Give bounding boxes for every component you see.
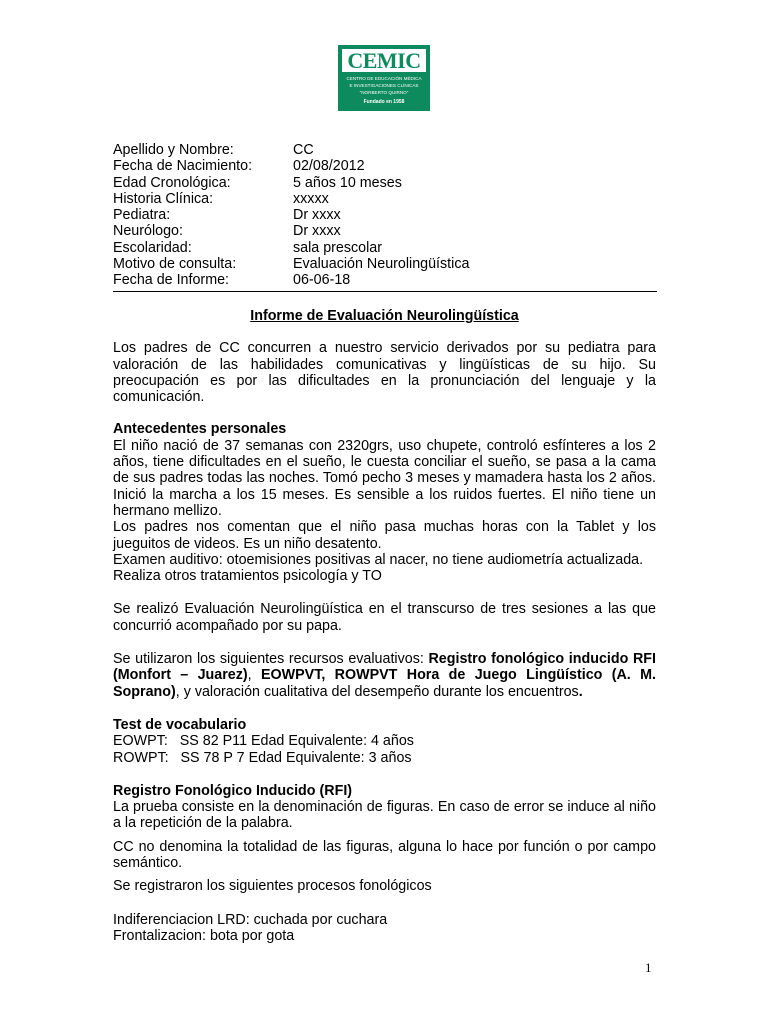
antecedentes-paragraph-3: Examen auditivo: otoemisiones positivas al nacer, no tiene audiometría actualizada. [113,551,644,568]
intro-paragraph: Los padres de CC concurren a nuestro servicio derivados por su pediatra para valoración de las habilidades comunicativas y lingüísticas de su hijo. Su preocupación es por las dificultades en la pronunciación del lenguaje y la comunicación. [113,340,656,406]
header-value: sala prescolar [293,239,382,256]
header-label: Apellido y Nombre: [113,142,234,158]
header-value: Dr xxxx [293,223,341,240]
header-row-reason [113,256,657,272]
vocabulary-line-1: EOWPT: SS 82 P11 Edad Equivalente: 4 años [113,733,414,750]
rfi-paragraph-1: La prueba consiste en la denominación de figuras. En caso de error se induce al niño a la repetición de la palabra. [113,799,656,832]
logo-line-3: "NORBERTO QUIRNO" [359,90,409,95]
header-row-history [113,191,657,207]
header-value: xxxxx [293,190,329,207]
process-line-1: Indiferenciacion LRD: cuchada por cuchara [113,911,388,928]
sessions-paragraph: Se realizó Evaluación Neurolingüística en el transcurso de tres sesiones a las que concurrió acompañado por su papa. [113,601,656,634]
header-label: Fecha de Informe: [113,272,230,289]
patient-header [113,142,657,292]
header-value: 02/08/2012 [293,158,365,175]
header-label: Historia Clínica: [113,190,214,207]
resources-bold-1: Registro fonológico inducido RFI (Monfort – Juarez) [113,651,656,684]
header-value: 5 años 10 meses [293,174,402,191]
header-row-report-date [113,272,657,288]
header-row-neurologist [113,223,657,239]
resources-bold-3: . [578,683,583,700]
resources-text-2: , [247,667,261,684]
header-label: Motivo de consulta: [113,256,237,273]
header-value: CC [293,142,314,158]
header-label: Fecha de Nacimiento: [113,158,253,175]
header-label: Escolaridad: [113,239,192,256]
header-value: Evaluación Neurolingüística [293,256,470,273]
antecedentes-paragraph-2: Los padres nos comentan que el niño pasa muchas horas con la Tablet y los jueguitos de videos. Es un niño desatento. [113,519,656,552]
rfi-heading: Registro Fonológico Inducido (RFI) [113,782,353,799]
process-line-2: Frontalizacion: bota por gota [113,927,295,944]
logo-line-4: Fundado en 1958 [363,99,405,105]
header-label: Edad Cronológica: [113,174,231,191]
header-label: Neurólogo: [113,223,183,240]
logo-line-1: CENTRO DE EDUCACIÓN MÉDICA [346,76,422,81]
resources-text-3: , y valoración cualitativa del desempeño durante los encuentros [175,683,579,700]
rfi-paragraph-3: Se registraron los siguientes procesos fonológicos [113,878,432,895]
header-row-birthdate [113,158,657,174]
report-body [113,308,656,944]
report-title: Informe de Evaluación Neurolingüística [250,308,519,324]
page-number: 1 [645,960,652,975]
resources-bold-2: EOWPVT, ROWPVT Hora de Juego Lingüístico (A. M. Soprano) [113,667,657,700]
logo-line-2: E INVESTIGACIONES CLÍNICAS [349,83,419,88]
logo-name: CEMIC [342,49,426,72]
resources-paragraph [113,651,656,700]
header-row-pediatrician [113,207,657,223]
antecedentes-heading: Antecedentes personales [113,421,287,438]
header-row-schooling [113,240,657,256]
header-label: Pediatra: [113,207,171,224]
vocabulary-line-2: ROWPT: SS 78 P 7 Edad Equivalente: 3 años [113,749,412,766]
resources-text-1: Se utilizaron los siguientes recursos evaluativos: [113,651,429,668]
antecedentes-paragraph-4: Realiza otros tratamientos psicología y TO [113,568,382,585]
cemic-logo [338,45,430,111]
header-value: 06-06-18 [293,272,351,289]
header-row-age [113,175,657,191]
header-value: Dr xxxx [293,207,341,224]
antecedentes-paragraph-1: El niño nació de 37 semanas con 2320grs, uso chupete, controló esfínteres a los 2 años, tiene dificultades en el sueño, le cuesta conciliar el sueño, se pasa a la cama de sus padres todas las noches. Tomó pecho 3 meses y mamadera hasta los 2 años. Inició la marcha a los 15 meses. Es sensible a los ruidos fuertes. El niño tiene un hermano mellizo. [113,437,656,519]
vocabulary-heading: Test de vocabulario [113,716,247,733]
rfi-paragraph-2: CC no denomina la totalidad de las figuras, alguna lo hace por función o por campo semántico. [113,838,656,872]
header-row-name [113,142,657,158]
